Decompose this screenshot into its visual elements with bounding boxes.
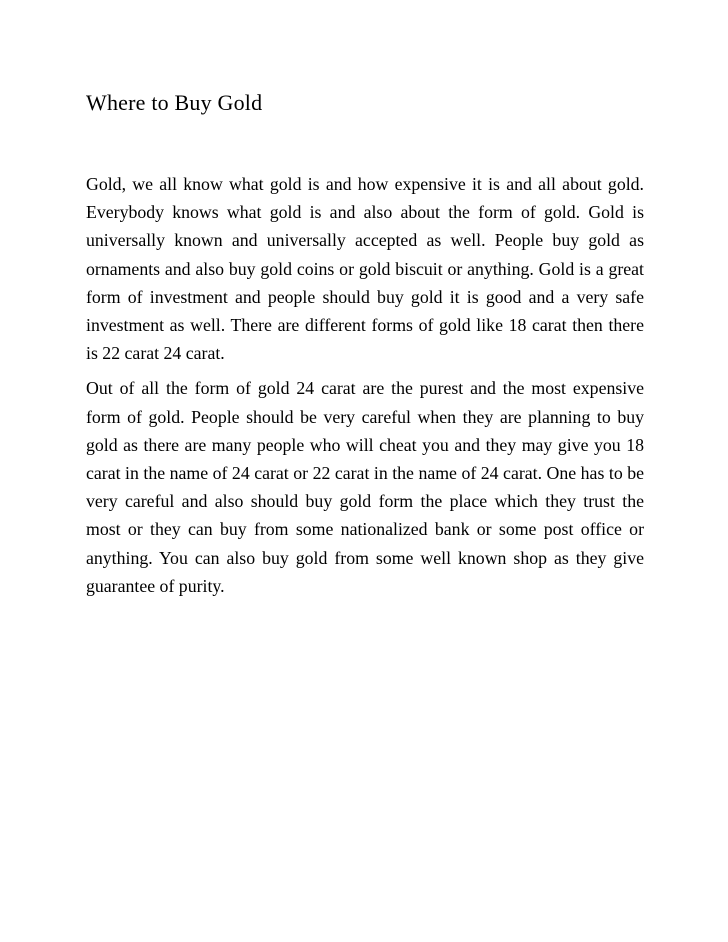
document-title: Where to Buy Gold xyxy=(86,90,263,115)
paragraph-1: Gold, we all know what gold is and how expensive it is and all about gold. Everybody knows what gold is and also about the form of gold. Gold is universally known and universally accepted as well. People buy gold as ornaments and also buy gold coins or gold biscuit or anything. Gold is a great form of investment and people should buy gold it is good and a very safe investment as well. There are different forms of gold like 18 carat then there is 22 carat 24 carat. xyxy=(86,174,644,364)
document-content xyxy=(86,82,644,600)
paragraph-2: Out of all the form of gold 24 carat are the purest and the most expensive form of gold. People should be very careful when they are planning to buy gold as there are many people who will cheat you and they may give you 18 carat in the name of 24 carat or 22 carat in the name of 24 carat. One has to be very careful and also should buy gold form the place which they trust the most or they can buy from some nationalized bank or some post office or anything. You can also buy gold from some well known shop as they give guarantee of purity. xyxy=(86,378,644,596)
